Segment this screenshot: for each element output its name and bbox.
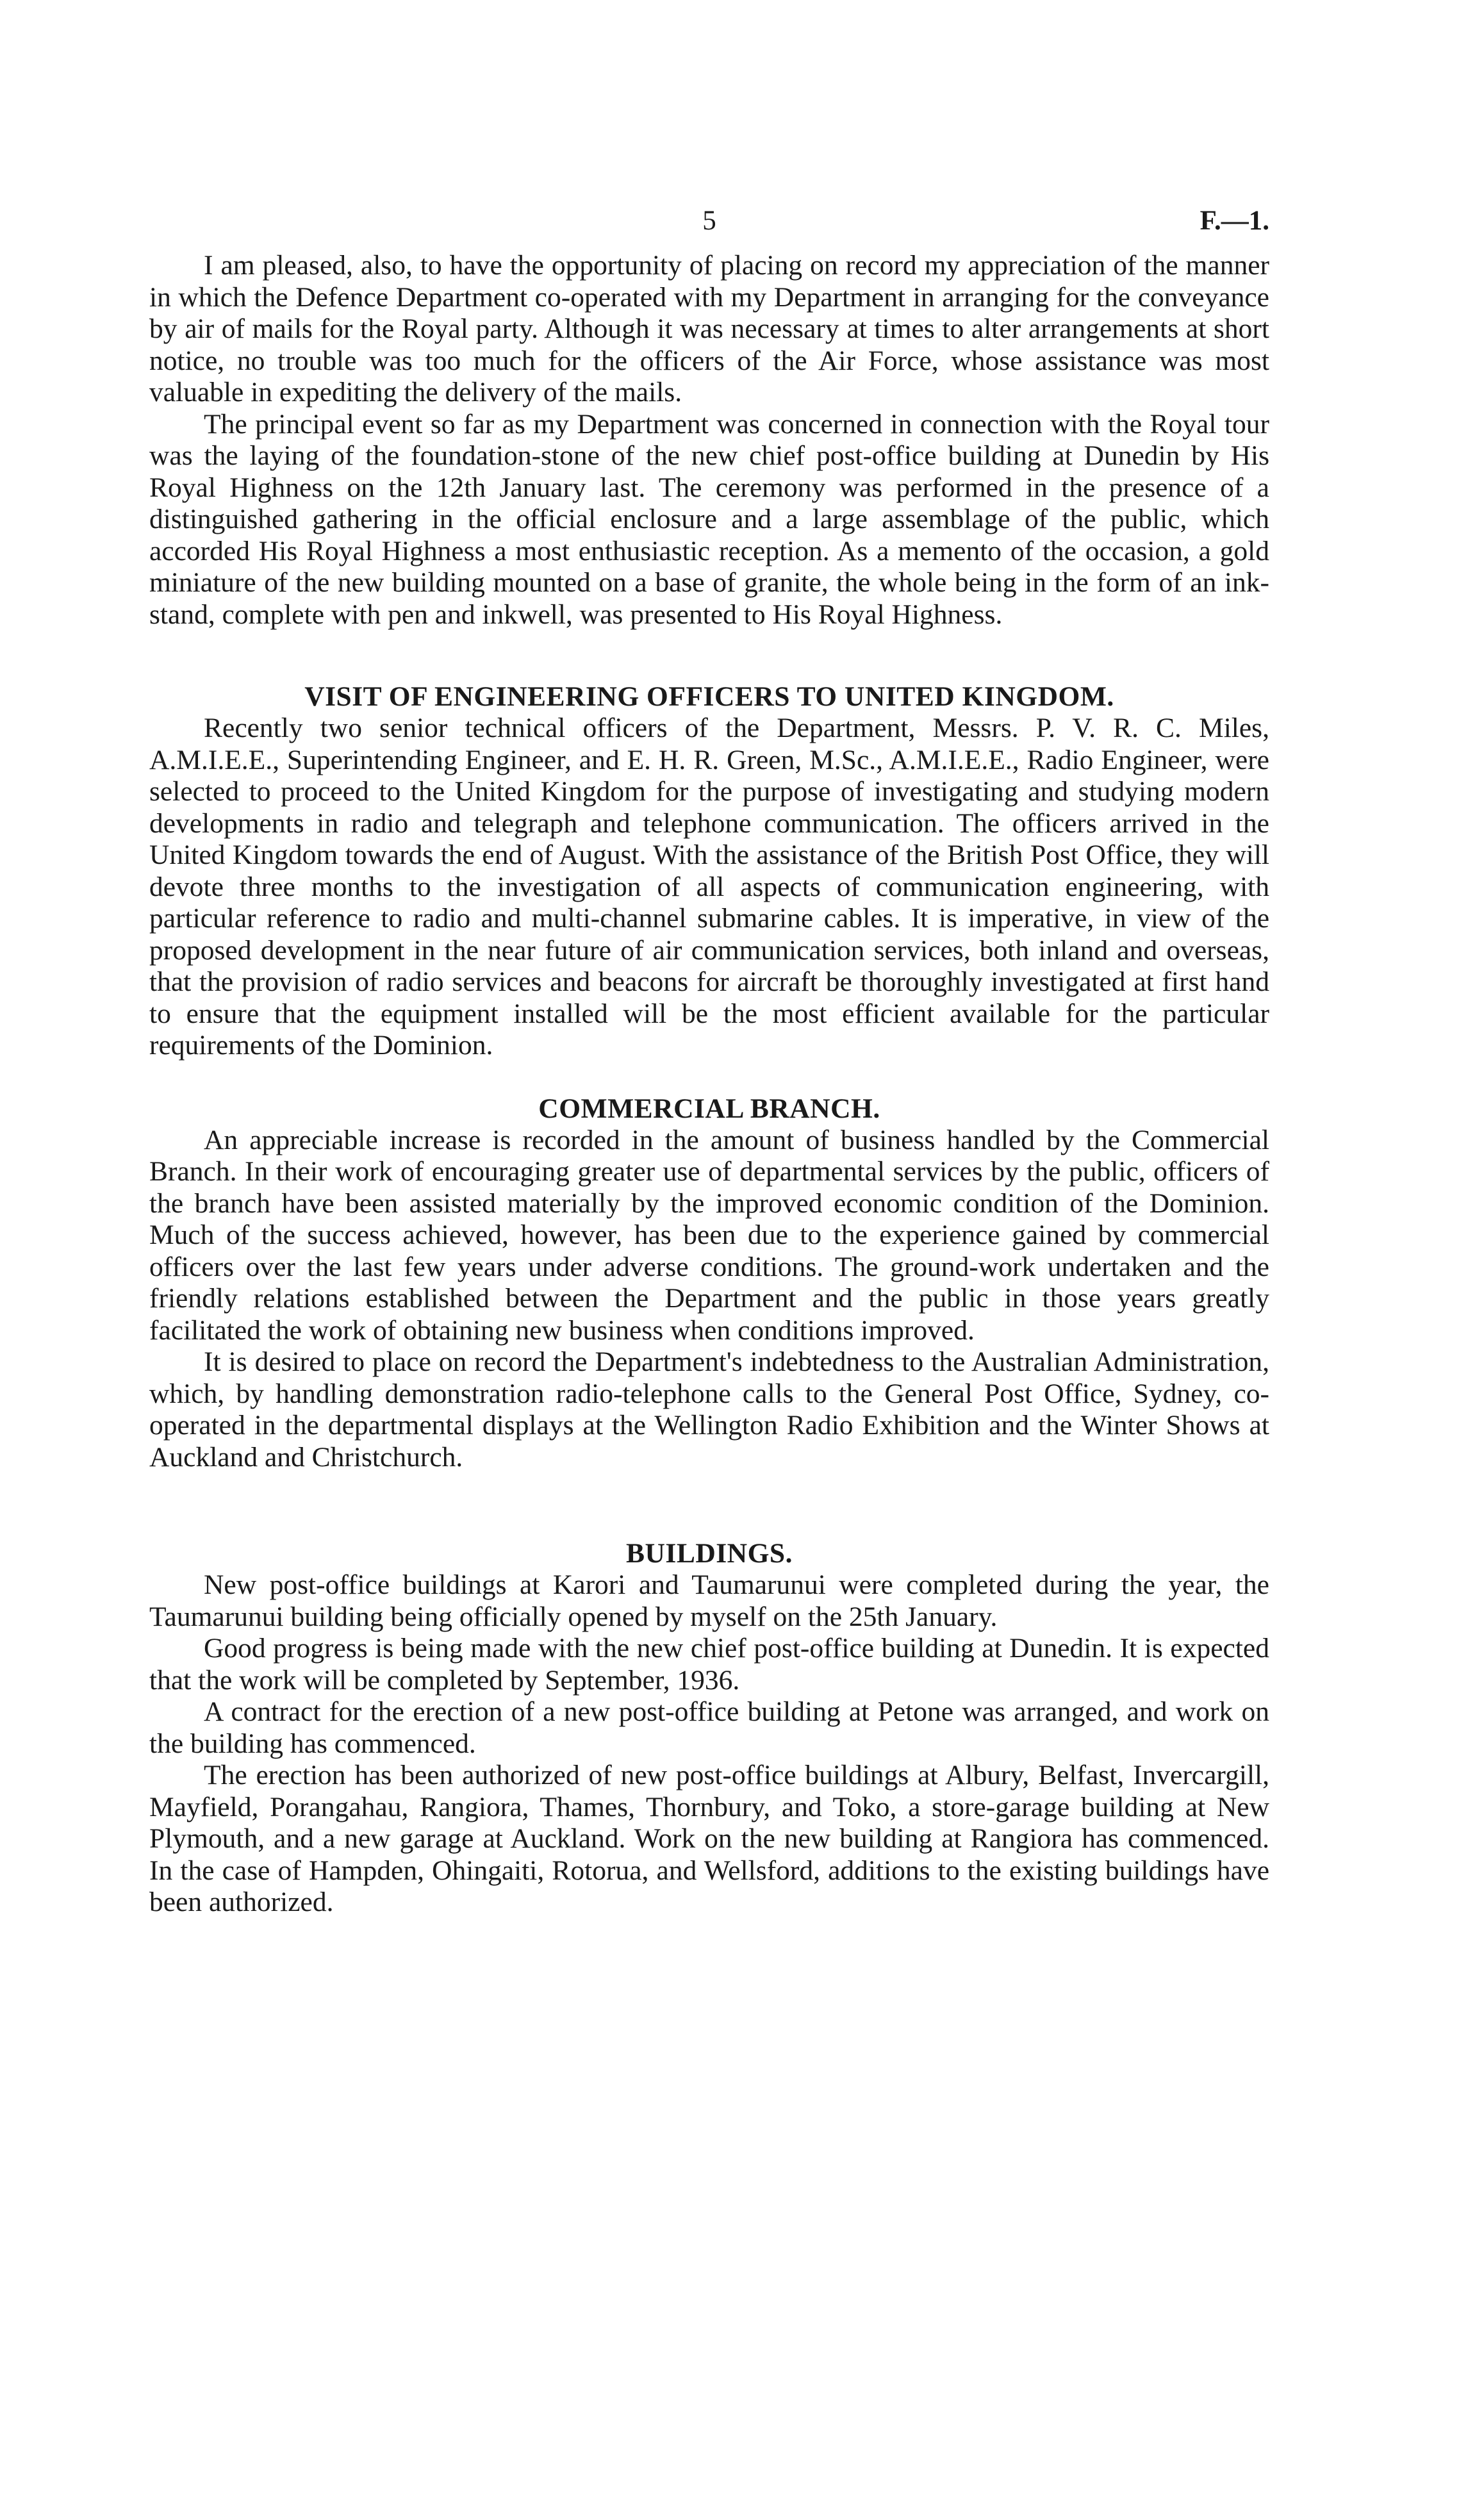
section-buildings [149,1537,1269,1919]
document-page [149,205,1269,1919]
section-commercial [149,1093,1269,1474]
paragraph: The erection has been authorized of new post-office buildings at Albury, Belfast, Invercargill, Mayfield, Porangahau, Rangiora, Thames, Thornbury, and Toko, a store-garage building at New Plymouth, and a new garage at Auckland. Work on the new building at Rangiora has commenced. In the case of Hampden, Ohingaiti, Rotorua, and Wellsford, additions to the existing buildings have been authorized. [149,1760,1269,1917]
section-heading: COMMERCIAL BRANCH. [538,1093,880,1124]
paragraph: A contract for the erection of a new post-office building at Petone was arranged, and work on the building has commenced. [149,1696,1269,1759]
section-heading: BUILDINGS. [625,1538,793,1569]
page-header [149,205,1269,250]
page-number: 5 [702,206,716,236]
paragraph: I am pleased, also, to have the opportunity of placing on record my appreciation of the manner in which the Defence Department co-operated with my Department in arranging for the conveyance by air of mails for the Royal party. Although it was necessary at times to alter arrangements at short notice, no trouble was too much for the officers of the Air Force, whose assistance was most valuable in expediting the delivery of the mails. [149,250,1269,408]
paragraph: An appreciable increase is recorded in the amount of business handled by the Commercial Branch. In their work of encouraging greater use of departmental services by the public, officers of the branch have been assisted materially by the improved economic condition of the Dominion. Much of the success achieved, however, has been due to the experience gained by commercial officers over the last few years under adverse conditions. The ground-work undertaken and the friendly relations established between the Department and the public in those years greatly facilitated the work of obtaining new business when conditions improved. [149,1124,1269,1346]
paragraph: New post-office buildings at Karori and Taumarunui were completed during the year, the Taumarunui building being officially opened by myself on the 25th January. [149,1569,1269,1632]
paragraph: The principal event so far as my Department was concerned in connection with the Royal tour was the laying of the foundation-stone of the new chief post-office building at Dunedin by His Royal Highness on the 12th January last. The ceremony was performed in the presence of a distinguished gathering in the official enclosure and a large assemblage of the public, which accorded His Royal Highness a most enthusiastic reception. As a memento of the occasion, a gold miniature of the new building mounted on a base of granite, the whole being in the form of an ink-stand, complete with pen and inkwell, was presented to His Royal Highness. [149,408,1269,630]
paragraph: Recently two senior technical officers of the Department, Messrs. P. V. R. C. Miles, A.M.I.E.E., Superintending Engineer, and E. H. R. Green, M.Sc., A.M.I.E.E., Radio Engineer, were selected to proceed to the United Kingdom for the purpose of investigating and studying modern developments in radio and telegraph and telephone communication. The officers arrived in the United Kingdom towards the end of August. With the assistance of the British Post Office, they will devote three months to the investigation of all aspects of communication engineering, with particular reference to radio and multi-channel submarine cables. It is imperative, in view of the proposed development in the near future of air communication services, both inland and overseas, that the provision of radio services and beacons for aircraft be thoroughly investigated at first hand to ensure that the equipment installed will be the most efficient available for the particular requirements of the Dominion. [149,713,1269,1061]
section-heading: VISIT OF ENGINEERING OFFICERS TO UNITED KINGDOM. [304,681,1114,712]
paragraph: Good progress is being made with the new chief post-office building at Dunedin. It is expected that the work will be completed by September, 1936. [149,1633,1269,1696]
document-reference: F.—1. [1200,206,1269,236]
paragraph: It is desired to place on record the Department's indebtedness to the Australian Administration, which, by handling demonstration radio-telephone calls to the General Post Office, Sydney, co-operated in the departmental displays at the Wellington Radio Exhibition and the Winter Shows at Auckland and Christchurch. [149,1346,1269,1473]
section-intro [149,250,1269,631]
section-engineering [149,681,1269,1062]
